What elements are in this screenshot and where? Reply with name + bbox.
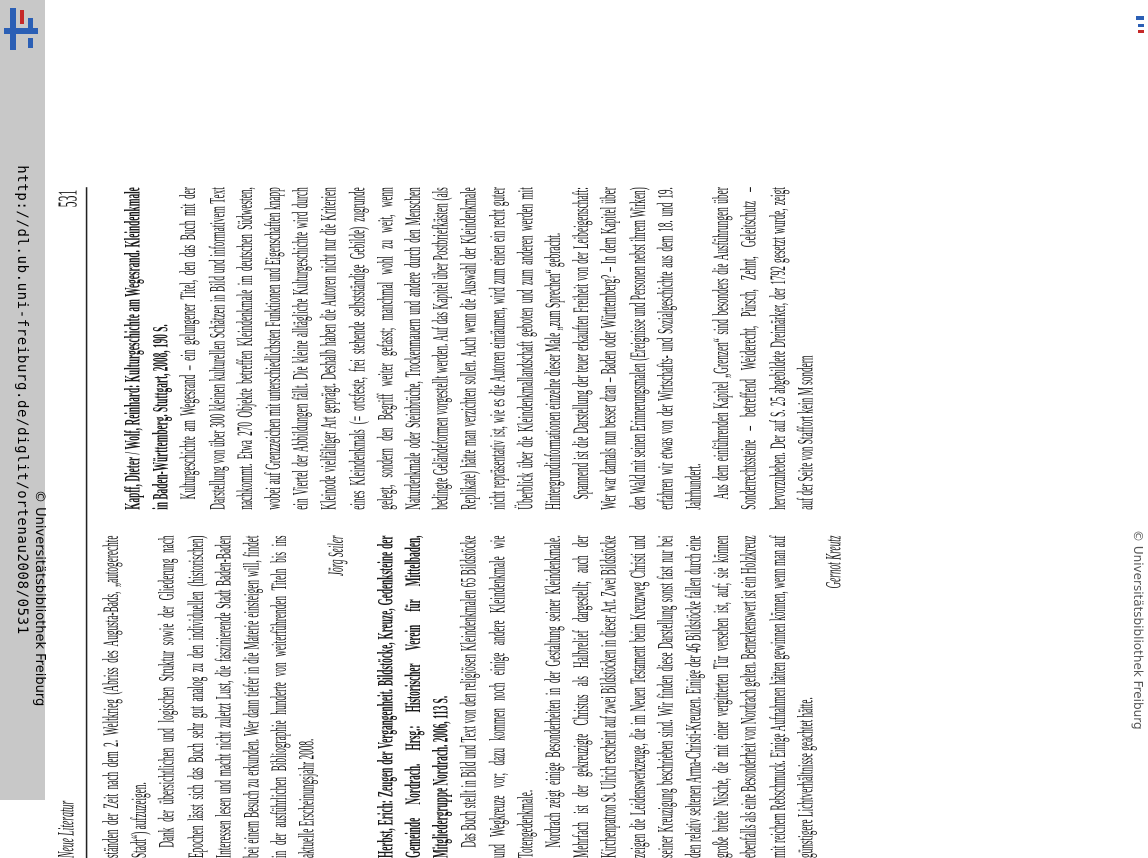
watermark-text: © Universitätsbibliothek Freiburg xyxy=(1131,530,1145,830)
reviewer-signature: Gernot Kreutz xyxy=(821,536,849,858)
page-number: 531 xyxy=(52,190,84,207)
review-title: Kapff, Dieter / Wolf, Reinhard: Kulturgeschichte am Wegesrand. Kleindenkmale in Baden-Württemberg. Stuttgart, 2008, 190 S. xyxy=(120,187,176,510)
viewer-side-strip xyxy=(0,0,45,800)
paragraph: ständen der Zeit nach dem 2. Weltkrieg (Abriss des Augusta-Bads, „autogerechte Stadt“) aufzuzeigen. xyxy=(98,536,154,858)
document-url[interactable]: http://dl.ub.uni-freiburg.de/diglit/ortenau2008/0531 xyxy=(13,0,31,800)
paragraph: Aus dem einführenden Kapitel „Grenzen“ sind besonders die Ausführungen über Sonderrechtssteine – betreffend Weiderecht, Pürsch, Zehnt, Geleitschutz – hervorzuheben. Der auf S. 25 abgebildete Dreimärker, der 1792 gesetzt wurde, zeigt auf der Seite von Staffort kein M sondern xyxy=(708,187,820,510)
reviewer-signature: Jörg Seiler xyxy=(322,536,350,858)
paragraph: Nordrach zeigt einige Besonderheiten in der Gestaltung seiner Kleindenkmale. Mehrfach ist der gekreuzigte Christus als Halbrelief dargestellt; auch der Kirchenpatron St. Ulrich erscheint auf zwei Bildstöcken in dieser Art. Zwei Bildstöcke zeigen die Leidenswerkzeuge, die im Neuen Testament beim Kreuzweg Christi und seiner Kreuzigung beschrieben sind. Wir finden diese Darstellung sonst fast nur bei den relativ seltenen Arma-Christi-Kreuzen. Einige der 46 Bildstöcke fallen durch eine große breite Nische, die mit einer vergitterten Tür versehen ist, auf; sie können ebenfalls als eine Besonderheit von Nordrach gelten. Bemerkenswert ist ein Holzkreuz mit reichem Rebschmuck. Einige Aufnahmen hätten gewinnen können, wenn man auf günstigere Lichtverhältnisse geachtet hätte. xyxy=(540,536,820,858)
watermark-strip xyxy=(1122,0,1148,800)
running-header xyxy=(55,187,83,858)
copyright-notice: © Universitätsbibliothek Freiburg xyxy=(31,490,47,850)
running-head: Neue Literatur xyxy=(55,801,81,858)
scanned-page xyxy=(55,187,979,858)
paragraph: Das Buch stellt in Bild und Text von den religiösen Kleindenkmalen 65 Bildstöcke und Wegkreuze vor; dazu kommen noch einige andere Kleindenkmale wie Totengedenkmale. xyxy=(456,536,540,858)
paragraph: Kulturgeschichte am Wegesrand – ein gelungener Titel, den das Buch mit der Darstellung von über 300 kleinen kulturellen Schätzen in Bild und informativem Text nachkommt. Etwa 270 Objekte betreffen Kleindenkmale im deutschen Südwesten, wobei auf Grenzzeichen mit unterschiedlichsten Funktionen und Eigenschaften knapp ein Viertel der Abbildungen fällt. Die kleine alltägliche Kulturgeschichte wird durch Kleinode vielfältiger Art geprägt. Deshalb haben die Autoren nicht nur die Kriterien eines Kleindenkmals (= ortsfeste, frei stehende selbstständige Gebilde) zugrunde gelegt, sondern den Begriff weiter gefasst; manchmal wohl zu weit, wenn Naturdenkmale oder Steinbrüche, Trockenmauern und andere durch den Menschen bedingte Geländeformen vorgestellt werden. Auf das Kapitel über Postbriefkästen (als Replikate) hätte man verzichten sollen. Auch wenn die Auswahl der Kleindenkmale nicht repräsentativ ist, wie es die Autoren einräumen, wird zum einen ein recht guter Überblick über die Kleindenkmallandschaft geboten und zum anderen werden mit Hintergrundinformationen einzelne dieser Male „zum Sprechen“ gebracht. xyxy=(176,187,568,510)
watermark-logo-icon xyxy=(1136,16,1144,46)
review-title: Herbst, Erich: Zeugen der Vergangenheit. Bildstöcke, Kreuze, Gedenksteine der Gemeinde Nordrach. Hrsg.: Historischer Verein für Mittelbaden, Mitgliedergruppe Nordrach. 2006, 113 S. xyxy=(372,536,456,858)
right-column xyxy=(98,187,820,510)
left-column xyxy=(98,536,848,858)
paragraph: Dank der übersichtlichen und logischen Struktur sowie der Gliederung nach Epochen lässt sich das Buch sehr gut analog zu den individuellen (historischen) Interessen lesen und macht nicht zuletzt Lust, die faszinierende Stadt Baden-Baden bei einem Besuch zu erkunden. Wer dann tiefer in die Materie einsteigen will, findet in der ausführlichen Bibliographie hunderte von weiterführenden Titeln bis ins aktuelle Erscheinungsjahr 2008. xyxy=(154,536,322,858)
header-rule xyxy=(86,187,88,858)
paragraph: Spannend ist die Darstellung der teuer erkauften Freiheit von der Leibeigenschaft: Wer war damals nun besser dran – Baden oder Württemberg? – In dem Kapitel über den Wald mit seinen Erinnerungsmalen (Ereignisse und Personen nebst ihrem Wirken) erfahren wir etwas von der Wirtschafts- und Sozialgeschichte aus dem 18. und 19. Jahrhundert. xyxy=(568,187,708,510)
